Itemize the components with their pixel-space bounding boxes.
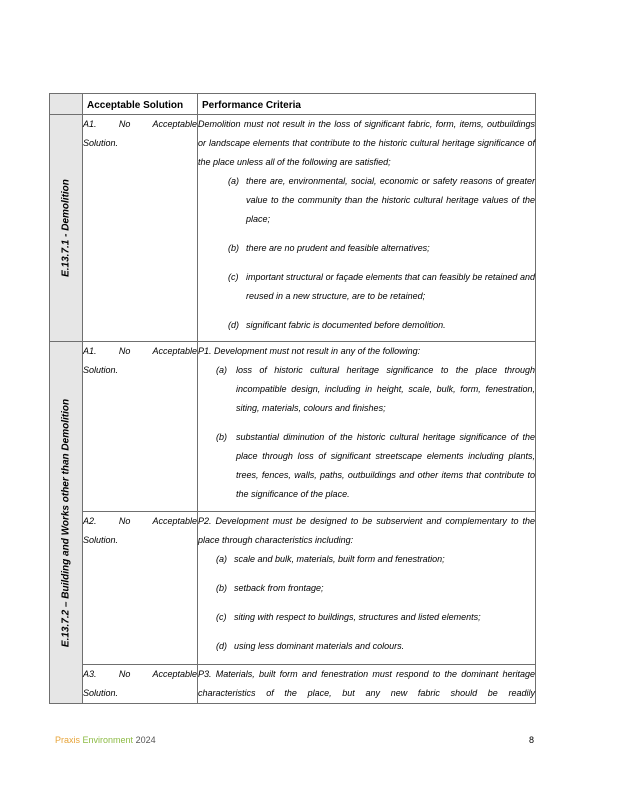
criteria-intro: P3. Materials, built form and fenestration must respond to the dominant heritage characteristics of the place, but any new fabric should be readily — [198, 669, 535, 698]
table-row — [50, 665, 536, 704]
criteria-item: (b) substantial diminution of the historic cultural heritage significance of the place through loss of significant streetscape elements including plants, trees, fences, walls, paths, outbuildings and other items that contribute to the significance of the place. — [216, 432, 535, 499]
table-row — [50, 342, 536, 512]
section-label-building-works: E.13.7.2 – Building and Works other than Demolition — [60, 398, 72, 647]
acceptable-solution-line: Solution. — [83, 365, 119, 375]
criteria-item: (a) scale and bulk, materials, built form and fenestration; — [216, 554, 445, 564]
acceptable-solution-line: Solution. — [83, 535, 119, 545]
acceptable-solution-cell — [83, 115, 198, 342]
brand-word-environment: Environment — [82, 735, 134, 745]
criteria-item: (d) using less dominant materials and colours. — [216, 641, 405, 651]
performance-criteria-cell — [198, 115, 536, 342]
brand-year: 2024 — [135, 735, 156, 745]
table-row — [50, 512, 536, 665]
section-side-cell — [50, 342, 83, 704]
criteria-item: (a) loss of historic cultural heritage significance to the place through incompatible design, including in height, scale, bulk, form, fenestration, siting, materials, colours and finishes; — [216, 365, 535, 413]
section-side-cell — [50, 115, 83, 342]
footer-brand — [55, 735, 156, 745]
header-performance-criteria: Performance Criteria — [198, 94, 536, 115]
acceptable-solution-line: A1. No Acceptable — [83, 119, 197, 129]
table-header-row — [50, 94, 536, 115]
header-corner-cell — [50, 94, 83, 115]
acceptable-solution-line: Solution. — [83, 688, 119, 698]
brand-word-praxis: Praxis — [55, 735, 81, 745]
acceptable-solution-cell — [83, 665, 198, 704]
criteria-item: (c) important structural or façade elements that can feasibly be retained and reused in a new structure, are to be retained; — [228, 272, 535, 301]
criteria-item: (a) there are, environmental, social, economic or safety reasons of greater value to the community than the historic cultural heritage values of the place; — [228, 176, 535, 224]
criteria-item: (d) significant fabric is documented before demolition. — [228, 320, 446, 330]
acceptable-solution-line: A3. No Acceptable — [83, 669, 197, 679]
acceptable-solution-line: A2. No Acceptable — [83, 516, 197, 526]
acceptable-solution-cell — [83, 342, 198, 512]
performance-criteria-cell — [198, 665, 536, 704]
performance-criteria-cell — [198, 342, 536, 512]
acceptable-solution-cell — [83, 512, 198, 665]
criteria-intro: P1. Development must not result in any of the following: — [198, 346, 421, 356]
section-label-demolition: E.13.7.1 - Demolition — [60, 179, 72, 277]
criteria-intro: P2. Development must be designed to be subservient and complementary to the place through characteristics including: — [198, 516, 535, 545]
planning-criteria-table — [49, 93, 536, 704]
performance-criteria-cell — [198, 512, 536, 665]
criteria-item: (c) siting with respect to buildings, structures and listed elements; — [216, 612, 481, 622]
criteria-intro: Demolition must not result in the loss of significant fabric, form, items, outbuildings or landscape elements that contribute to the historic cultural heritage significance of the place unless all of the following are satisfied; — [198, 119, 535, 167]
acceptable-solution-line: A1. No Acceptable — [83, 346, 197, 356]
header-acceptable-solution: Acceptable Solution — [83, 94, 198, 115]
page-number: 8 — [528, 735, 534, 745]
criteria-item: (b) setback from frontage; — [216, 583, 324, 593]
criteria-item: (b) there are no prudent and feasible alternatives; — [228, 243, 430, 253]
table-row — [50, 115, 536, 342]
acceptable-solution-line: Solution. — [83, 138, 119, 148]
